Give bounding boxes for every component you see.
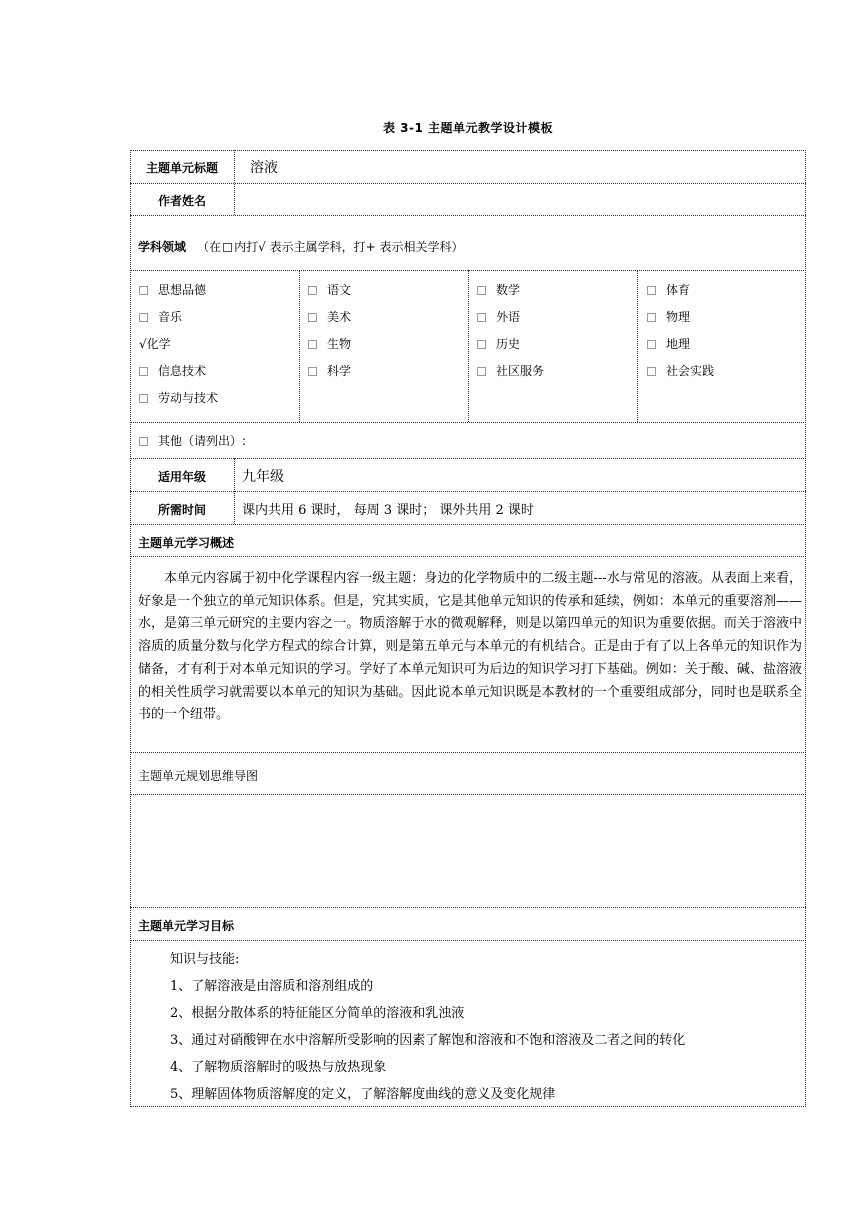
subject-option[interactable]: 生物: [308, 335, 351, 352]
subject-option[interactable]: 物理: [647, 308, 690, 325]
subject-option[interactable]: 思想品德: [139, 281, 206, 298]
subject-option[interactable]: 社区服务: [477, 362, 544, 379]
row-divider: [130, 752, 806, 753]
checkbox-icon: [647, 313, 656, 322]
subject-area-header: [138, 236, 463, 255]
subject-note-suffix: 内打√ 表示主属学科，打+ 表示相关学科）: [234, 240, 464, 254]
checkbox-icon: [139, 286, 148, 295]
row-divider: [130, 183, 806, 184]
checkbox-icon: [477, 286, 486, 295]
objective-item: 5、理解固体物质溶解度的定义，了解溶解度曲线的意义及变化规律: [170, 1087, 556, 1102]
subject-option[interactable]: 历史: [477, 335, 520, 352]
subject-note-prefix: （在: [197, 240, 222, 254]
subject-option[interactable]: 科学: [308, 362, 351, 379]
author-label: 作者姓名: [157, 194, 206, 208]
checkbox-icon: [308, 286, 317, 295]
column-divider: [637, 270, 638, 422]
checkbox-icon: [308, 340, 317, 349]
table-caption: 表 3-1 主题单元教学设计模板: [382, 121, 554, 135]
subject-option[interactable]: 外语: [477, 308, 520, 325]
mindmap-label: 主题单元规划思维导图: [138, 769, 259, 783]
checkbox-icon: [477, 367, 486, 376]
time-value[interactable]: 课内共用 6 课时， 每周 3 课时； 课外共用 2 课时: [242, 503, 534, 518]
objective-item: 2、根据分散体系的特征能区分简单的溶液和乳浊液: [170, 1006, 465, 1021]
title-value[interactable]: 溶液: [250, 160, 278, 176]
checkbox-icon: [139, 394, 148, 403]
grade-value[interactable]: 九年级: [242, 469, 284, 485]
checkbox-icon: [647, 367, 656, 376]
subject-option[interactable]: 美术: [308, 308, 351, 325]
objective-heading: 知识与技能:: [170, 952, 240, 967]
grade-label: 适用年级: [157, 470, 206, 484]
column-divider: [299, 270, 300, 422]
subject-option[interactable]: 信息技术: [139, 362, 206, 379]
subject-area-label: 学科领域: [138, 240, 187, 254]
checkbox-icon: [223, 243, 232, 252]
column-divider: [234, 150, 235, 215]
row-divider: [130, 215, 806, 216]
objectives-label: 主题单元学习目标: [138, 919, 235, 933]
subject-option[interactable]: 音乐: [139, 308, 182, 325]
overview-text[interactable]: 本单元内容属于初中化学课程内容一级主题：身边的化学物质中的二级主题---水与常见的溶液。从表面上来看，好象是一个独立的单元知识体系。但是，究其实质，它是其他单元知识的传承和延续，例如：本单元的重要溶剂——水，是第三单元研究的主要内容之一。物质溶解于水的微观解释，则是以第四单元的知识为重要依据。而关于溶液中溶质的质量分数与化学方程式的综合计算，则是第五单元与本单元的有机结合。正是由于有了以上各单元的知识作为储备，才有利于对本单元知识的学习。学好了本单元知识可为后边的知识学习打下基础。例如：关于酸、碱、盐溶液的相关性质学习就需要以本单元的知识为基础。因此说本单元知识既是本教材的一个重要组成部分，同时也是联系全书的一个纽带。: [138, 571, 802, 723]
row-divider: [130, 907, 806, 908]
subject-option[interactable]: 体育: [647, 281, 690, 298]
row-divider: [130, 422, 806, 423]
subject-option[interactable]: 语文: [308, 281, 351, 298]
checkbox-icon: [477, 313, 486, 322]
checkbox-icon: [139, 313, 148, 322]
subject-option[interactable]: 地理: [647, 335, 690, 352]
time-label: 所需时间: [157, 503, 206, 517]
objective-item: 4、了解物质溶解时的吸热与放热现象: [170, 1060, 387, 1075]
subject-option[interactable]: 数学: [477, 281, 520, 298]
row-divider: [130, 491, 806, 492]
subject-option-selected[interactable]: √化学: [139, 337, 171, 351]
column-divider: [468, 270, 469, 422]
objective-item: 3、通过对硝酸钾在水中溶解所受影响的因素了解饱和溶液和不饱和溶液及二者之间的转化: [170, 1033, 686, 1048]
subject-option[interactable]: 社会实践: [647, 362, 714, 379]
row-divider: [130, 458, 806, 459]
column-divider: [234, 458, 235, 524]
checkbox-icon: [308, 313, 317, 322]
mindmap-area[interactable]: [131, 795, 805, 906]
checkbox-icon: [139, 437, 148, 446]
checkbox-icon: [477, 340, 486, 349]
subject-option[interactable]: 劳动与技术: [139, 389, 218, 406]
row-divider: [130, 940, 806, 941]
title-label: 主题单元标题: [145, 161, 218, 175]
row-divider: [130, 556, 806, 557]
other-subject-option[interactable]: 其他（请列出）:: [139, 432, 246, 449]
checkbox-icon: [647, 286, 656, 295]
checkbox-icon: [308, 367, 317, 376]
objective-item: 1、了解溶液是由溶质和溶剂组成的: [170, 979, 374, 994]
checkbox-icon: [647, 340, 656, 349]
overview-label: 主题单元学习概述: [138, 536, 235, 550]
row-divider: [130, 524, 806, 525]
checkbox-icon: [139, 367, 148, 376]
